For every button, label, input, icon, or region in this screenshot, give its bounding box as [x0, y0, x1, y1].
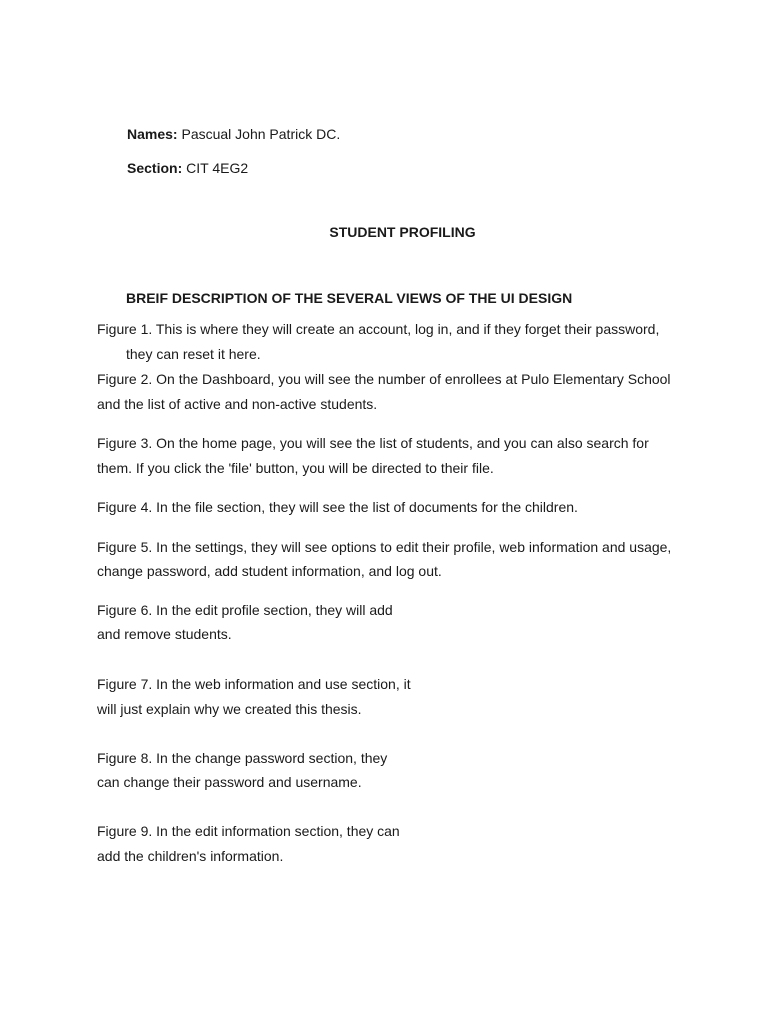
figure-4-line-1: Figure 4. In the file section, they will see the list of documents for the children. [97, 499, 578, 515]
figure-7-line-2: will just explain why we created this thesis. [97, 701, 362, 717]
figure-6-line-2: and remove students. [97, 626, 232, 642]
names-value: Pascual John Patrick DC. [181, 126, 341, 142]
figure-6-line-1: Figure 6. In the edit profile section, they will add [97, 602, 393, 618]
figure-2-line-1: Figure 2. On the Dashboard, you will see the number of enrollees at Pulo Elementary School [97, 371, 671, 387]
figure-2-line-2: and the list of active and non-active students. [97, 396, 378, 412]
figure-8-line-1: Figure 8. In the change password section, they [97, 750, 388, 766]
figure-5-line-2: change password, add student information, and log out. [97, 563, 442, 579]
names-label: Names: [127, 126, 178, 142]
figure-3-line-2: them. If you click the 'file' button, you will be directed to their file. [97, 460, 494, 476]
names-line [127, 125, 340, 143]
section-heading: BREIF DESCRIPTION OF THE SEVERAL VIEWS OF THE UI DESIGN [126, 290, 573, 306]
figure-1-line-1: Figure 1. This is where they will create an account, log in, and if they forget their password, [97, 321, 660, 337]
figure-9-line-1: Figure 9. In the edit information section, they can [97, 823, 400, 839]
figure-7-line-1: Figure 7. In the web information and use section, it [97, 676, 411, 692]
figure-3-line-1: Figure 3. On the home page, you will see the list of students, and you can also search for [97, 435, 649, 451]
section-value: CIT 4EG2 [186, 160, 249, 176]
section-line [127, 159, 248, 177]
figure-5-line-1: Figure 5. In the settings, they will see options to edit their profile, web information and usage, [97, 539, 672, 555]
section-label: Section: [127, 160, 183, 176]
figure-1-line-2: they can reset it here. [126, 346, 261, 362]
document-title: STUDENT PROFILING [329, 224, 476, 240]
figure-9-line-2: add the children's information. [97, 848, 284, 864]
figure-8-line-2: can change their password and username. [97, 774, 362, 790]
